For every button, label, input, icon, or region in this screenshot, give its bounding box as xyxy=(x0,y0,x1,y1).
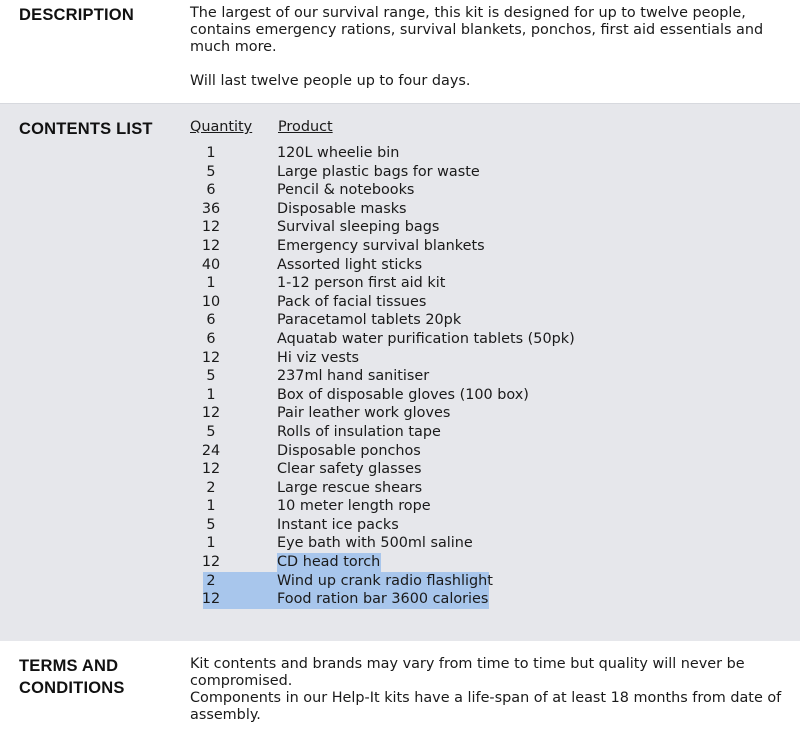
item-product: Large plastic bags for waste xyxy=(277,163,480,180)
contents-row xyxy=(190,311,510,330)
item-quantity: 6 xyxy=(206,182,216,199)
item-product: CD head torch xyxy=(277,554,381,571)
item-product: Pack of facial tissues xyxy=(277,293,427,310)
item-quantity: 36 xyxy=(201,200,221,217)
contents-row xyxy=(190,534,510,553)
item-product: 120L wheelie bin xyxy=(277,145,400,161)
item-product: 237ml hand sanitiser xyxy=(277,368,430,385)
terms-text-vary: Kit contents and brands may vary from time to time but quality will never be compromised. xyxy=(190,656,745,689)
contents-list xyxy=(190,144,575,609)
item-product: Disposable masks xyxy=(277,200,407,217)
item-quantity: 2 xyxy=(206,572,216,589)
item-quantity: 12 xyxy=(201,461,221,478)
contents-row xyxy=(190,386,529,405)
terms-text-lifespan: Components in our Help-It kits have a life-span of at least 18 months from date of assembly. xyxy=(190,690,782,723)
item-quantity: 1 xyxy=(206,275,216,292)
item-product: 1-12 person first aid kit xyxy=(277,275,446,292)
quantity-column-header: Quantity xyxy=(190,119,253,135)
item-quantity: 1 xyxy=(206,145,216,161)
item-quantity: 12 xyxy=(201,554,221,571)
contents-row xyxy=(190,404,510,423)
item-quantity: 5 xyxy=(206,516,216,533)
item-quantity: 5 xyxy=(206,368,216,385)
contents-row xyxy=(190,572,510,591)
terms-section xyxy=(0,641,800,737)
item-quantity: 1 xyxy=(206,386,216,403)
item-product: Paracetamol tablets 20pk xyxy=(277,312,462,329)
contents-section xyxy=(0,103,800,641)
contents-row xyxy=(190,516,510,535)
description-text: The largest of our survival range, this kit is designed for up to twelve people, contains emergency rations, survival blankets, ponchos, first aid essentials and much more. xyxy=(190,5,764,55)
item-quantity: 5 xyxy=(206,163,216,180)
contents-label: CONTENTS LIST xyxy=(19,120,153,138)
item-product: Assorted light sticks xyxy=(277,256,423,273)
contents-row xyxy=(190,330,575,349)
product-column-header: Product xyxy=(278,119,333,135)
description-label: DESCRIPTION xyxy=(19,6,134,24)
item-product: Aquatab water purification tablets (50pk) xyxy=(277,330,575,347)
item-quantity: 12 xyxy=(201,219,221,236)
contents-row xyxy=(190,497,510,516)
contents-row xyxy=(190,274,510,293)
item-quantity: 12 xyxy=(201,237,221,254)
description-section xyxy=(0,0,800,103)
item-product: Wind up crank radio flashlight xyxy=(277,572,493,589)
item-quantity: 6 xyxy=(206,312,216,329)
contents-row xyxy=(190,479,510,498)
contents-row xyxy=(190,218,510,237)
contents-row xyxy=(190,423,510,442)
contents-row xyxy=(190,237,510,256)
contents-row xyxy=(190,200,510,219)
item-quantity: 1 xyxy=(206,535,216,552)
item-quantity: 12 xyxy=(201,591,221,608)
contents-row xyxy=(190,460,510,479)
item-product: Rolls of insulation tape xyxy=(277,423,441,440)
contents-row xyxy=(190,293,510,312)
item-product: Pair leather work gloves xyxy=(277,405,451,422)
contents-row xyxy=(190,181,510,200)
item-quantity: 2 xyxy=(206,479,216,496)
contents-row xyxy=(190,367,510,386)
item-product: Pencil & notebooks xyxy=(277,182,415,199)
item-product: Survival sleeping bags xyxy=(277,219,440,236)
item-product: Hi viz vests xyxy=(277,349,360,366)
contents-row xyxy=(190,163,510,182)
item-product: Food ration bar 3600 calories xyxy=(277,591,489,608)
item-quantity: 10 xyxy=(201,293,221,310)
item-quantity: 24 xyxy=(201,442,221,459)
contents-row xyxy=(190,553,510,572)
item-quantity: 1 xyxy=(206,498,216,515)
item-quantity: 5 xyxy=(206,423,216,440)
description-duration-text: Will last twelve people up to four days. xyxy=(190,73,471,89)
contents-row xyxy=(190,144,510,163)
item-product: 10 meter length rope xyxy=(277,498,431,515)
contents-row xyxy=(190,590,510,609)
item-product: Box of disposable gloves (100 box) xyxy=(277,386,529,403)
item-product: Disposable ponchos xyxy=(277,442,421,459)
item-quantity: 12 xyxy=(201,405,221,422)
item-product: Emergency survival blankets xyxy=(277,237,485,254)
contents-row xyxy=(190,442,510,461)
terms-label-line1: TERMS AND xyxy=(19,657,119,675)
item-product: Clear safety glasses xyxy=(277,461,422,478)
item-quantity: 40 xyxy=(201,256,221,273)
item-product: Large rescue shears xyxy=(277,479,423,496)
contents-row xyxy=(190,349,510,368)
item-quantity: 6 xyxy=(206,330,216,347)
item-quantity: 12 xyxy=(201,349,221,366)
item-product: Instant ice packs xyxy=(277,516,399,533)
terms-label-line2: CONDITIONS xyxy=(19,679,125,697)
item-product: Eye bath with 500ml saline xyxy=(277,535,473,552)
contents-row xyxy=(190,256,510,275)
